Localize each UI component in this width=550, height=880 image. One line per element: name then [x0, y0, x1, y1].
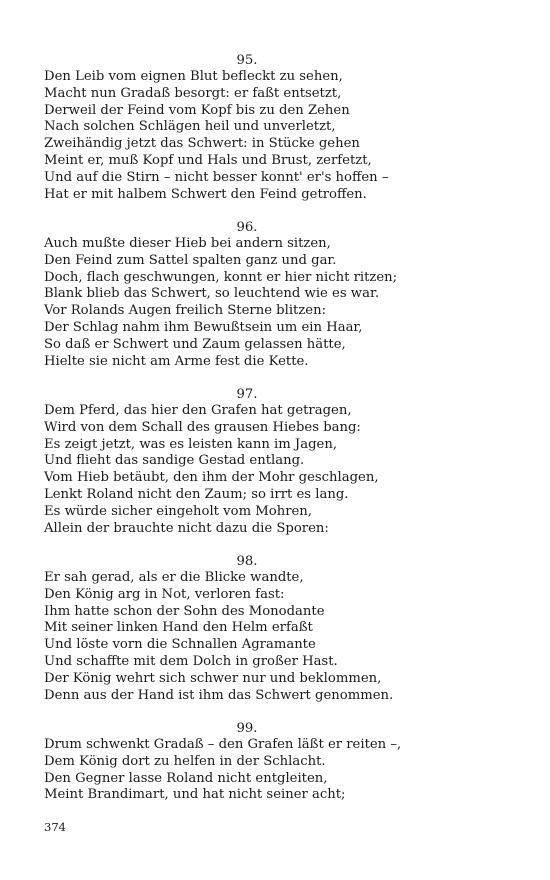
verse-line: Den Leib vom eignen Blut befleckt zu sehen,: [44, 69, 343, 84]
stanza-number: 98.: [236, 554, 258, 569]
stanza-98: [44, 553, 514, 704]
stanza-number: 96.: [236, 220, 258, 235]
stanza-97: [44, 386, 514, 537]
stanza-96: [44, 219, 514, 370]
verse-line: Und löste vorn die Schnallen Agramante: [44, 637, 316, 653]
verse-line: Und schaffte mit dem Dolch in großer Hast.: [44, 653, 338, 669]
verse-line: Doch, flach geschwungen, konnt er hier nicht ritzen;: [44, 269, 398, 285]
stanza-number: 95.: [236, 53, 258, 68]
verse-line: Und flieht das sandige Gestad entlang.: [44, 453, 305, 469]
verse-line: Wird von dem Schall des grausen Hiebes bang:: [44, 419, 361, 435]
verse-line: Denn aus der Hand ist ihm das Schwert genommen.: [44, 687, 394, 703]
stanza-number: 97.: [236, 387, 258, 402]
verse-line: Blank blieb das Schwert, so leuchtend wie es war.: [44, 286, 380, 302]
verse-line: Vor Rolands Augen freilich Sterne blitzen:: [44, 303, 327, 319]
verse-line: Hielte sie nicht am Arme fest die Kette.: [44, 353, 309, 369]
verse-line: Den Feind zum Sattel spalten ganz und gar.: [44, 252, 337, 268]
verse-line: Meint Brandimart, und hat nicht seiner acht;: [44, 787, 346, 803]
verse-line: So daß er Schwert und Zaum gelassen hätte,: [44, 336, 346, 352]
verse-line: Derweil der Feind vom Kopf bis zu den Zehen: [44, 102, 350, 118]
stanza-95: [44, 52, 514, 203]
stanza-number: 99.: [236, 721, 258, 736]
verse-line: Den Gegner lasse Roland nicht entgleiten,: [44, 770, 328, 786]
verse-line: Dem Pferd, das hier den Grafen hat getragen,: [44, 403, 352, 418]
verse-line: Zweihändig jetzt das Schwert: in Stücke gehen: [44, 136, 360, 152]
verse-line: Ihm hatte schon der Sohn des Monodante: [44, 603, 325, 619]
stanza-99: [44, 720, 514, 804]
verse-line: Vom Hieb betäubt, den ihm der Mohr geschlagen,: [44, 470, 379, 486]
verse-line: Mit seiner linken Hand den Helm erfaßt: [44, 620, 313, 636]
verse-line: Der Schlag nahm ihm Bewußtsein um ein Haar,: [44, 319, 363, 335]
verse-line: Dem König dort zu helfen in der Schlacht.: [44, 753, 326, 769]
verse-line: Auch mußte dieser Hieb bei andern sitzen,: [44, 236, 331, 251]
verse-line: Er sah gerad, als er die Blicke wandte,: [44, 570, 304, 585]
verse-line: Meint er, muß Kopf und Hals und Brust, zerfetzt,: [44, 152, 372, 168]
verse-line: Den König arg in Not, verloren fast:: [44, 586, 285, 602]
verse-line: Lenkt Roland nicht den Zaum; so irrt es lang.: [44, 486, 349, 502]
verse-line: Es würde sicher eingeholt vom Mohren,: [44, 503, 312, 519]
verse-line: Es zeigt jetzt, was es leisten kann im Jagen,: [44, 436, 338, 452]
verse-line: Drum schwenkt Gradaß – den Grafen läßt er reiten –,: [44, 737, 402, 752]
page-number: 374: [44, 820, 66, 834]
verse-line: Macht nun Gradaß besorgt: er faßt entsetzt,: [44, 85, 342, 101]
verse-line: Hat er mit halbem Schwert den Feind getroffen.: [44, 186, 367, 202]
verse-line: Nach solchen Schlägen heil und unverletzt,: [44, 119, 336, 135]
verse-line: Und auf die Stirn – nicht besser konnt' er's hoffen –: [44, 169, 389, 185]
verse-line: Der König wehrt sich schwer nur und beklommen,: [44, 670, 382, 686]
verse-line: Allein der brauchte nicht dazu die Sporen:: [44, 520, 329, 536]
